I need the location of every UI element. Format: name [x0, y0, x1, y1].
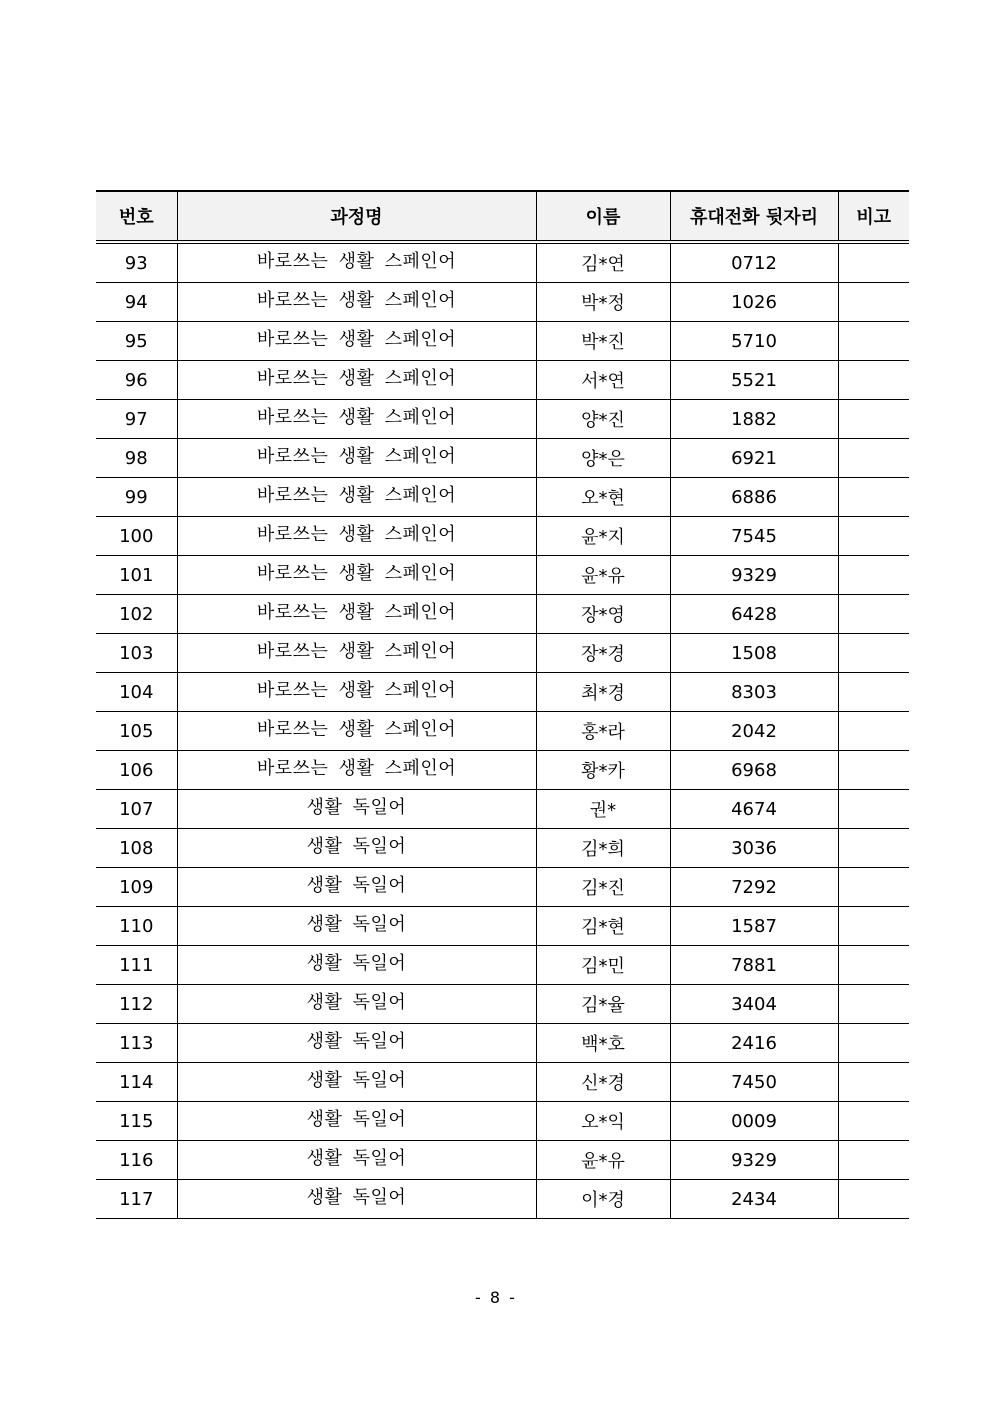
cell-course: [177, 868, 536, 907]
cell-course: [177, 673, 536, 712]
cell-course-text: 바로쓰는 생활 스페인어: [256, 524, 457, 545]
table-row: [96, 400, 909, 439]
cell-course-text: 바로쓰는 생활 스페인어: [256, 485, 457, 506]
cell-course: [177, 907, 536, 946]
cell-number: 112: [96, 985, 177, 1024]
cell-number: 103: [96, 634, 177, 673]
cell-course-text: 생활 독일어: [306, 836, 407, 857]
cell-phone: 6921: [670, 439, 838, 478]
participant-table: [96, 190, 909, 1219]
table-row: [96, 556, 909, 595]
cell-course: [177, 1063, 536, 1102]
cell-number: 109: [96, 868, 177, 907]
cell-course: [177, 517, 536, 556]
cell-name: 신*경: [536, 1063, 670, 1102]
table-row: [96, 751, 909, 790]
cell-note: [838, 634, 909, 673]
cell-course: [177, 322, 536, 361]
cell-name: 장*영: [536, 595, 670, 634]
cell-number: 97: [96, 400, 177, 439]
cell-phone: 0712: [670, 242, 838, 283]
cell-number: 114: [96, 1063, 177, 1102]
cell-number: 96: [96, 361, 177, 400]
cell-phone: 2416: [670, 1024, 838, 1063]
table-row: [96, 517, 909, 556]
cell-name: 장*경: [536, 634, 670, 673]
table-row: [96, 946, 909, 985]
cell-course-text: 생활 독일어: [306, 992, 407, 1013]
cell-course-text: 바로쓰는 생활 스페인어: [256, 641, 457, 662]
cell-name: 백*호: [536, 1024, 670, 1063]
cell-number: 110: [96, 907, 177, 946]
cell-name: 박*정: [536, 283, 670, 322]
cell-phone: 1587: [670, 907, 838, 946]
table-row: [96, 1141, 909, 1180]
cell-name: 서*연: [536, 361, 670, 400]
cell-note: [838, 673, 909, 712]
cell-course-text: 바로쓰는 생활 스페인어: [256, 251, 457, 272]
header-course: 과정명: [177, 191, 536, 242]
cell-course-text: 생활 독일어: [306, 953, 407, 974]
cell-number: 111: [96, 946, 177, 985]
cell-note: [838, 517, 909, 556]
cell-name: 박*진: [536, 322, 670, 361]
cell-number: 108: [96, 829, 177, 868]
cell-course-text: 바로쓰는 생활 스페인어: [256, 446, 457, 467]
cell-note: [838, 712, 909, 751]
cell-note: [838, 1063, 909, 1102]
cell-phone: 1508: [670, 634, 838, 673]
cell-note: [838, 868, 909, 907]
cell-number: 107: [96, 790, 177, 829]
header-number: 번호: [96, 191, 177, 242]
cell-name: 이*경: [536, 1180, 670, 1219]
cell-course-text: 생활 독일어: [306, 914, 407, 935]
cell-note: [838, 907, 909, 946]
cell-course-text: 바로쓰는 생활 스페인어: [256, 407, 457, 428]
cell-name: 김*민: [536, 946, 670, 985]
cell-course-text: 생활 독일어: [306, 1187, 407, 1208]
cell-phone: 7450: [670, 1063, 838, 1102]
cell-note: [838, 361, 909, 400]
cell-course: [177, 946, 536, 985]
cell-phone: 3404: [670, 985, 838, 1024]
cell-course-text: 생활 독일어: [306, 1031, 407, 1052]
cell-name: 윤*유: [536, 556, 670, 595]
cell-name: 오*현: [536, 478, 670, 517]
cell-course: [177, 478, 536, 517]
table-row: [96, 595, 909, 634]
cell-course-text: 바로쓰는 생활 스페인어: [256, 329, 457, 350]
table-row: [96, 242, 909, 283]
cell-number: 113: [96, 1024, 177, 1063]
cell-course-text: 바로쓰는 생활 스페인어: [256, 680, 457, 701]
cell-phone: 9329: [670, 556, 838, 595]
cell-note: [838, 439, 909, 478]
cell-name: 김*현: [536, 907, 670, 946]
table-row: [96, 634, 909, 673]
cell-note: [838, 242, 909, 283]
cell-phone: 4674: [670, 790, 838, 829]
header-note: 비고: [838, 191, 909, 242]
cell-course-text: 생활 독일어: [306, 1070, 407, 1091]
cell-course: [177, 751, 536, 790]
page-number: - 8 -: [475, 1288, 517, 1307]
cell-note: [838, 829, 909, 868]
cell-course-text: 바로쓰는 생활 스페인어: [256, 602, 457, 623]
cell-course-text: 바로쓰는 생활 스페인어: [256, 290, 457, 311]
cell-note: [838, 751, 909, 790]
table-row: [96, 439, 909, 478]
cell-name: 오*익: [536, 1102, 670, 1141]
cell-note: [838, 478, 909, 517]
header-name: 이름: [536, 191, 670, 242]
cell-course: [177, 1141, 536, 1180]
table-row: [96, 1180, 909, 1219]
cell-note: [838, 322, 909, 361]
cell-name: 윤*유: [536, 1141, 670, 1180]
cell-course: [177, 400, 536, 439]
table-row: [96, 673, 909, 712]
cell-course-text: 생활 독일어: [306, 875, 407, 896]
cell-number: 106: [96, 751, 177, 790]
cell-name: 최*경: [536, 673, 670, 712]
cell-number: 116: [96, 1141, 177, 1180]
cell-number: 98: [96, 439, 177, 478]
cell-number: 104: [96, 673, 177, 712]
cell-name: 김*희: [536, 829, 670, 868]
cell-course: [177, 829, 536, 868]
cell-course-text: 생활 독일어: [306, 1148, 407, 1169]
table-row: [96, 322, 909, 361]
cell-note: [838, 946, 909, 985]
cell-course-text: 바로쓰는 생활 스페인어: [256, 368, 457, 389]
header-row: [96, 191, 909, 242]
table-row: [96, 712, 909, 751]
cell-course: [177, 790, 536, 829]
cell-number: 95: [96, 322, 177, 361]
cell-number: 100: [96, 517, 177, 556]
cell-note: [838, 790, 909, 829]
table-row: [96, 985, 909, 1024]
cell-name: 홍*라: [536, 712, 670, 751]
table-body: [96, 242, 909, 1219]
cell-phone: 2434: [670, 1180, 838, 1219]
cell-note: [838, 1024, 909, 1063]
cell-phone: 2042: [670, 712, 838, 751]
table-row: [96, 1024, 909, 1063]
cell-phone: 6886: [670, 478, 838, 517]
cell-note: [838, 400, 909, 439]
cell-course: [177, 1024, 536, 1063]
cell-course-text: 생활 독일어: [306, 1109, 407, 1130]
cell-note: [838, 556, 909, 595]
cell-name: 양*진: [536, 400, 670, 439]
cell-course-text: 생활 독일어: [306, 797, 407, 818]
cell-phone: 6968: [670, 751, 838, 790]
cell-number: 99: [96, 478, 177, 517]
cell-course: [177, 1102, 536, 1141]
cell-note: [838, 595, 909, 634]
cell-name: 김*율: [536, 985, 670, 1024]
cell-course: [177, 556, 536, 595]
table-row: [96, 907, 909, 946]
cell-course: [177, 985, 536, 1024]
cell-name: 권*: [536, 790, 670, 829]
roster-sheet: [96, 190, 909, 1219]
cell-phone: 6428: [670, 595, 838, 634]
cell-name: 윤*지: [536, 517, 670, 556]
table-row: [96, 1063, 909, 1102]
table-row: [96, 790, 909, 829]
cell-course: [177, 361, 536, 400]
cell-course: [177, 439, 536, 478]
cell-phone: 5521: [670, 361, 838, 400]
cell-course-text: 바로쓰는 생활 스페인어: [256, 719, 457, 740]
cell-course: [177, 283, 536, 322]
cell-phone: 1026: [670, 283, 838, 322]
cell-note: [838, 1102, 909, 1141]
table-row: [96, 868, 909, 907]
cell-phone: 1882: [670, 400, 838, 439]
table-row: [96, 829, 909, 868]
cell-number: 117: [96, 1180, 177, 1219]
cell-number: 102: [96, 595, 177, 634]
cell-number: 94: [96, 283, 177, 322]
cell-phone: 7881: [670, 946, 838, 985]
cell-name: 양*은: [536, 439, 670, 478]
cell-course-text: 바로쓰는 생활 스페인어: [256, 563, 457, 584]
cell-name: 황*카: [536, 751, 670, 790]
table-row: [96, 283, 909, 322]
cell-phone: 5710: [670, 322, 838, 361]
cell-note: [838, 1180, 909, 1219]
cell-note: [838, 985, 909, 1024]
table-header: [96, 191, 909, 242]
cell-note: [838, 1141, 909, 1180]
cell-number: 101: [96, 556, 177, 595]
cell-phone: 3036: [670, 829, 838, 868]
cell-course-text: 바로쓰는 생활 스페인어: [256, 758, 457, 779]
cell-phone: 7292: [670, 868, 838, 907]
cell-phone: 0009: [670, 1102, 838, 1141]
table-row: [96, 478, 909, 517]
cell-phone: 7545: [670, 517, 838, 556]
cell-course: [177, 1180, 536, 1219]
cell-phone: 9329: [670, 1141, 838, 1180]
cell-name: 김*진: [536, 868, 670, 907]
cell-phone: 8303: [670, 673, 838, 712]
cell-course: [177, 712, 536, 751]
cell-course: [177, 634, 536, 673]
cell-number: 115: [96, 1102, 177, 1141]
header-phone: 휴대전화 뒷자리: [670, 191, 838, 242]
cell-note: [838, 283, 909, 322]
cell-name: 김*연: [536, 242, 670, 283]
cell-course: [177, 595, 536, 634]
table-row: [96, 1102, 909, 1141]
cell-number: 93: [96, 242, 177, 283]
cell-course: [177, 242, 536, 283]
cell-number: 105: [96, 712, 177, 751]
table-row: [96, 361, 909, 400]
